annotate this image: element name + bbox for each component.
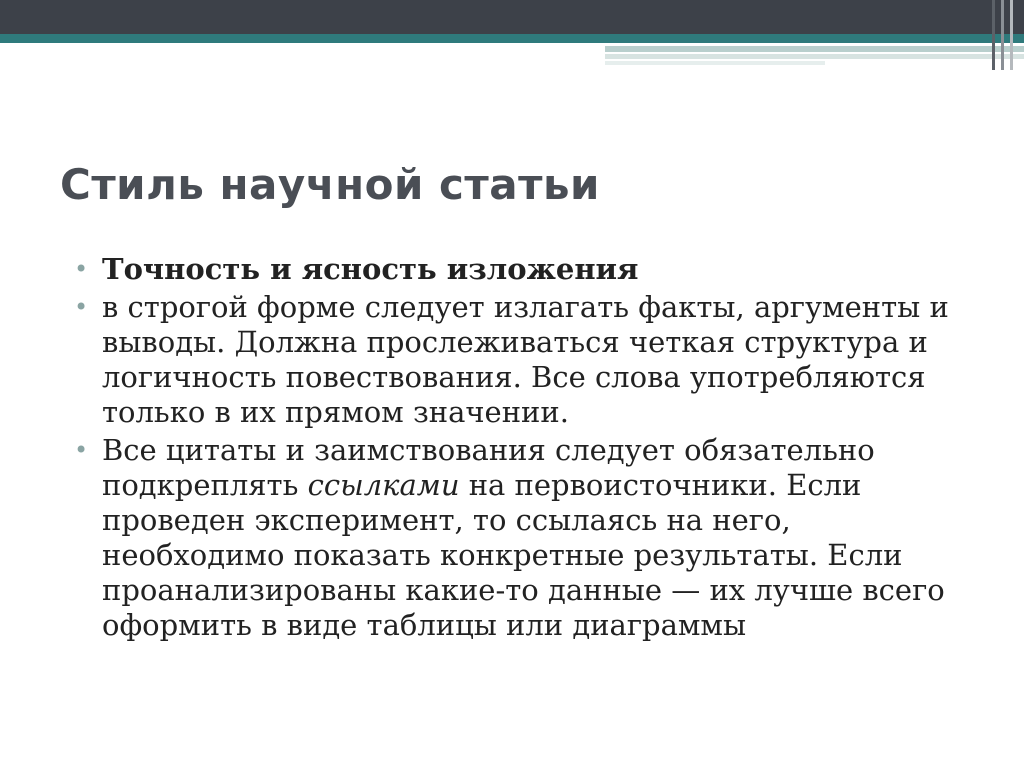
slide-title: Стиль научной статьи: [60, 160, 600, 209]
bullet-item: [74, 433, 974, 643]
decor-stripe: [1010, 0, 1013, 70]
bullet-list: [74, 252, 974, 646]
bullet-icon: •: [74, 436, 89, 464]
top-band-dark: [0, 0, 1024, 34]
top-band-accent-1: [605, 46, 1024, 52]
bullet-icon: •: [74, 293, 89, 321]
decor-stripe: [992, 0, 995, 70]
decor-stripe: [1001, 0, 1004, 70]
bullet-text-start: Все цитаты и заимствования следует обязательно подкреплять: [102, 433, 875, 502]
bullet-text: Точность и ясность изложения: [102, 252, 639, 286]
top-band-accent-2: [605, 54, 1024, 59]
bullet-text-emphasis: ссылками: [307, 468, 460, 502]
top-band-accent-3: [605, 61, 825, 65]
bullet-item: [74, 252, 974, 287]
bullet-text: в строгой форме следует излагать факты, аргументы и выводы. Должна прослеживаться четкая структура и логичность повествования. Все слова употребляются только в их прямом значении.: [102, 290, 949, 429]
bullet-icon: •: [74, 255, 89, 283]
bullet-item: [74, 290, 974, 430]
bullet-text-end: на первоисточники. Если проведен эксперимент, то ссылаясь на него, необходимо показать конкретные результаты. Если проанализированы какие-то данные — их лучше всего оформить в виде таблицы или диаграммы: [102, 468, 945, 642]
top-band-teal: [0, 34, 1024, 43]
